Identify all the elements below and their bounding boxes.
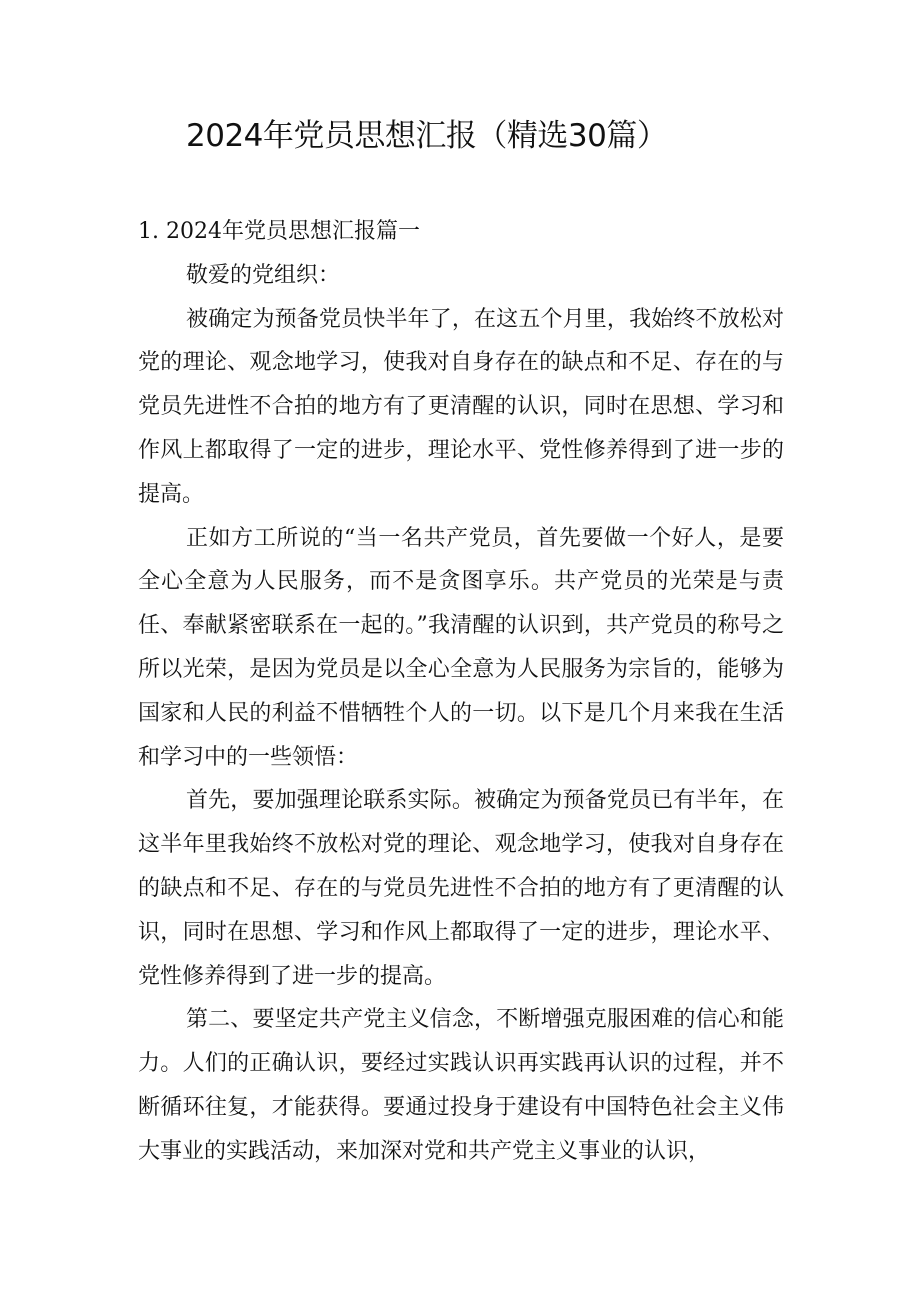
- document-body: [138, 210, 784, 1174]
- paragraph-2: 正如方工所说的“当一名共产党员，首先要做一个好人，是要全心全意为人民服务，而不是贪图享乐。共产党员的光荣是与责任、奉献紧密联系在一起的。”我清醒的认识到，共产党员的称号之所以光荣，是因为党员是以全心全意为人民服务为宗旨的，能够为国家和人民的利益不惜牺牲个人的一切。以下是几个月来我在生活和学习中的一些领悟：: [138, 525, 784, 770]
- paragraph-4: 第二、要坚定共产党主义信念，不断增强克服困难的信心和能力。人们的正确认识，要经过实践认识再实践再认识的过程，并不断循环往复，才能获得。要通过投身于建设有中国特色社会主义伟大事业的实践活动，来加深对党和共产党主义事业的认识，: [138, 1007, 784, 1164]
- paragraph-1: 被确定为预备党员快半年了，在这五个月里，我始终不放松对党的理论、观念地学习，使我对自身存在的缺点和不足、存在的与党员先进性不合拍的地方有了更清醒的认识，同时在思想、学习和作风上都取得了一定的进步，理论水平、党性修养得到了进一步的提高。: [138, 306, 784, 507]
- document-title: 2024年党员思想汇报（精选30篇）: [186, 118, 668, 154]
- paragraph-3: 首先，要加强理论联系实际。被确定为预备党员已有半年，在这半年里我始终不放松对党的理论、观念地学习，使我对自身存在的缺点和不足、存在的与党员先进性不合拍的地方有了更清醒的认识，同时在思想、学习和作风上都取得了一定的进步，理论水平、党性修养得到了进一步的提高。: [138, 788, 784, 989]
- salutation: 敬爱的党组织：: [186, 262, 341, 288]
- section-heading: 1. 2024年党员思想汇报篇一: [138, 219, 420, 244]
